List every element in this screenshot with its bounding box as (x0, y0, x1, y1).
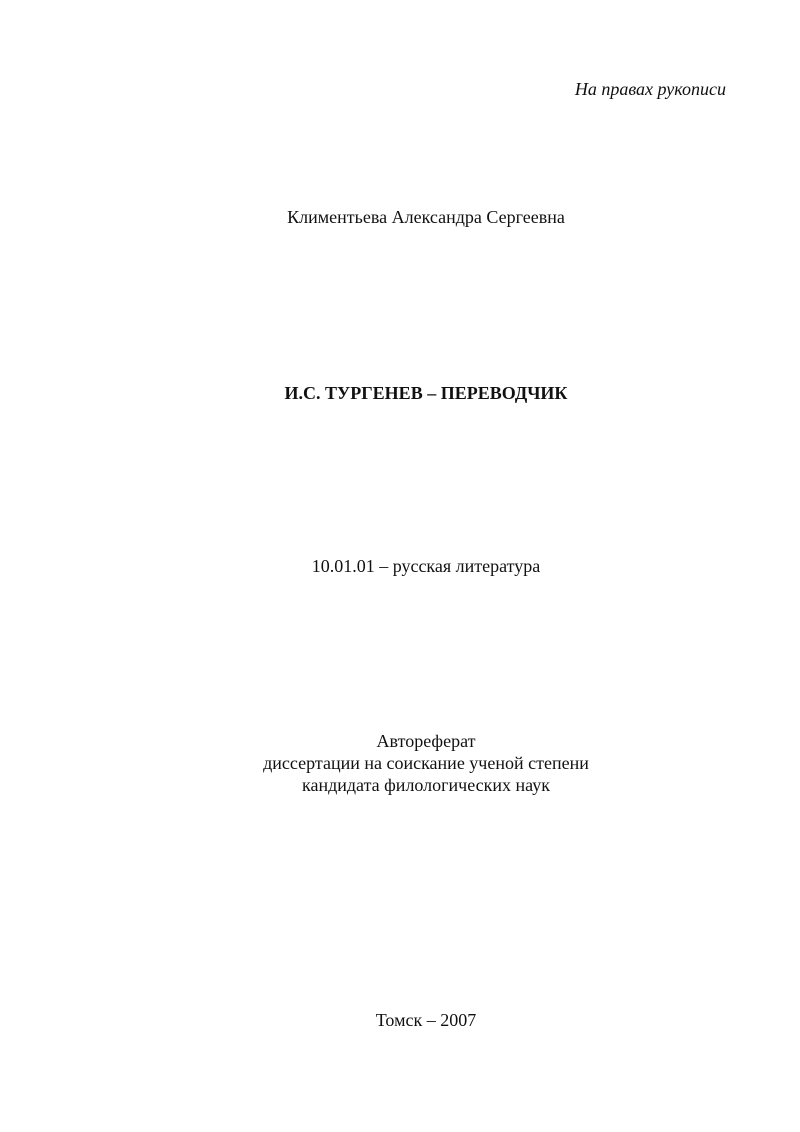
abstract-description (26, 730, 800, 796)
document-title: И.С. ТУРГЕНЕВ – ПЕРЕВОДЧИК (284, 383, 568, 403)
specialty-code: 10.01.01 – русская литература (311, 556, 541, 576)
abstract-line-3: кандидата филологических наук (302, 775, 550, 795)
manuscript-note: На правах рукописи (574, 79, 726, 99)
abstract-line-1: Автореферат (376, 731, 476, 751)
place-year: Томск – 2007 (375, 1010, 477, 1030)
author-name: Климентьева Александра Сергеевна (287, 207, 565, 227)
abstract-line-2: диссертации на соискание ученой степени (263, 753, 589, 773)
